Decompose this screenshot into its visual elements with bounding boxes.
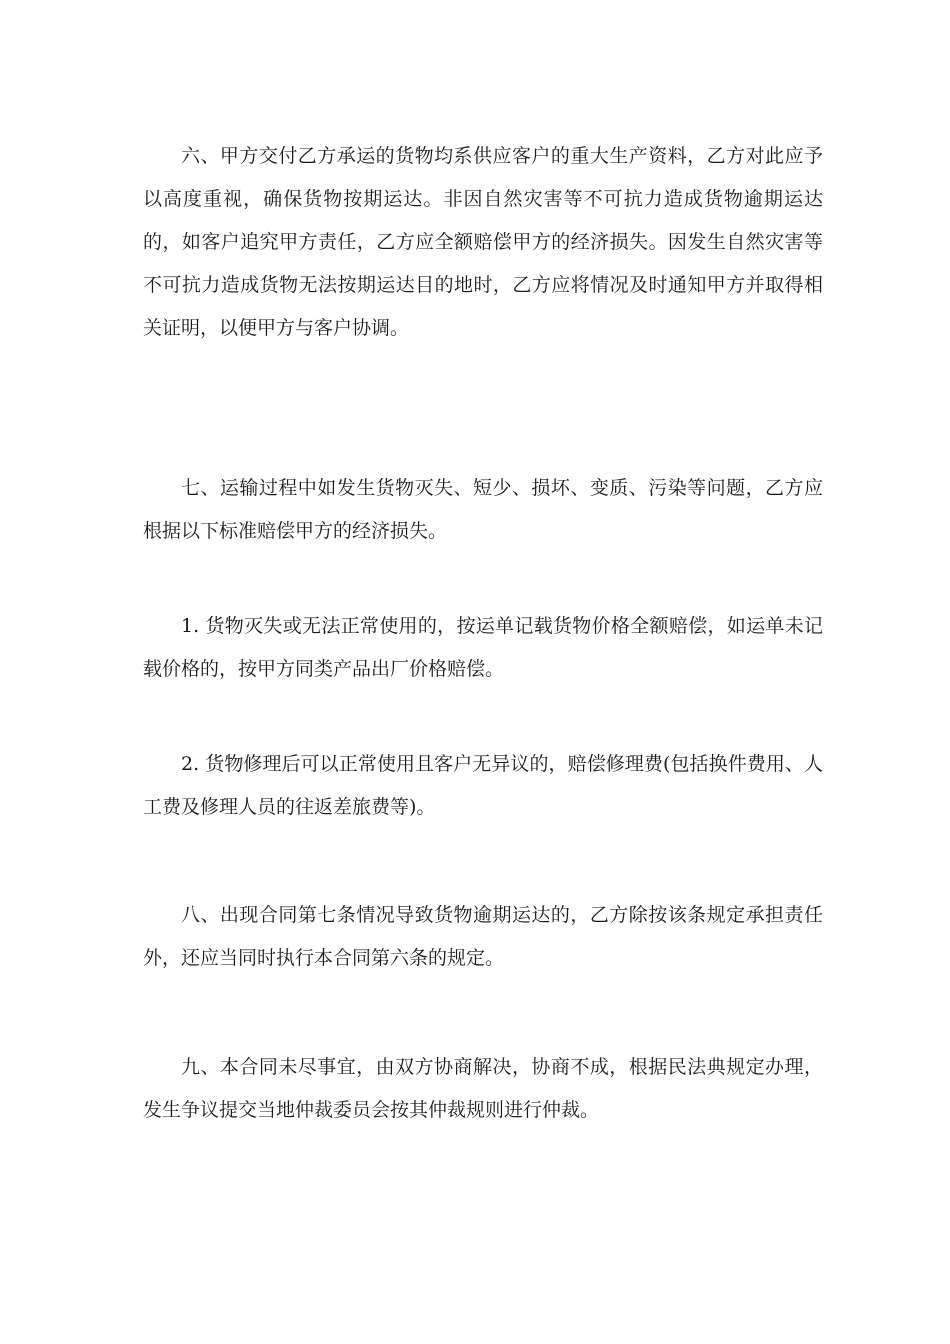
clause-9-paragraph: 九、本合同未尽事宜，由双方协商解决，协商不成，根据民法典规定办理，发生争议提交当地仲裁委员会按其仲裁规则进行仲裁。 <box>143 1056 823 1121</box>
clause-6-paragraph: 六、甲方交付乙方承运的货物均系供应客户的重大生产资料，乙方对此应予以高度重视，确保货物按期运达。非因自然灾害等不可抗力造成货物逾期运达的，如客户追究甲方责任，乙方应全额赔偿甲方的经济损失。因发生自然灾害等不可抗力造成货物无法按期运达目的地时，乙方应将情况及时通知甲方并取得相关证明，以便甲方与客户协调。 <box>143 145 823 339</box>
clause-7-item-2-paragraph: 2. 货物修理后可以正常使用且客户无异议的，赔偿修理费(包括换件费用、人工费及修理人员的往返差旅费等)。 <box>143 753 823 818</box>
clause-8-paragraph: 八、出现合同第七条情况导致货物逾期运达的，乙方除按该条规定承担责任外，还应当同时执行本合同第六条的规定。 <box>143 904 823 969</box>
clause-7-item-1-paragraph: 1. 货物灭失或无法正常使用的，按运单记载货物价格全额赔偿，如运单未记载价格的，按甲方同类产品出厂价格赔偿。 <box>143 615 823 680</box>
clause-7-paragraph: 七、运输过程中如发生货物灭失、短少、损坏、变质、污染等问题，乙方应根据以下标准赔偿甲方的经济损失。 <box>143 477 823 542</box>
